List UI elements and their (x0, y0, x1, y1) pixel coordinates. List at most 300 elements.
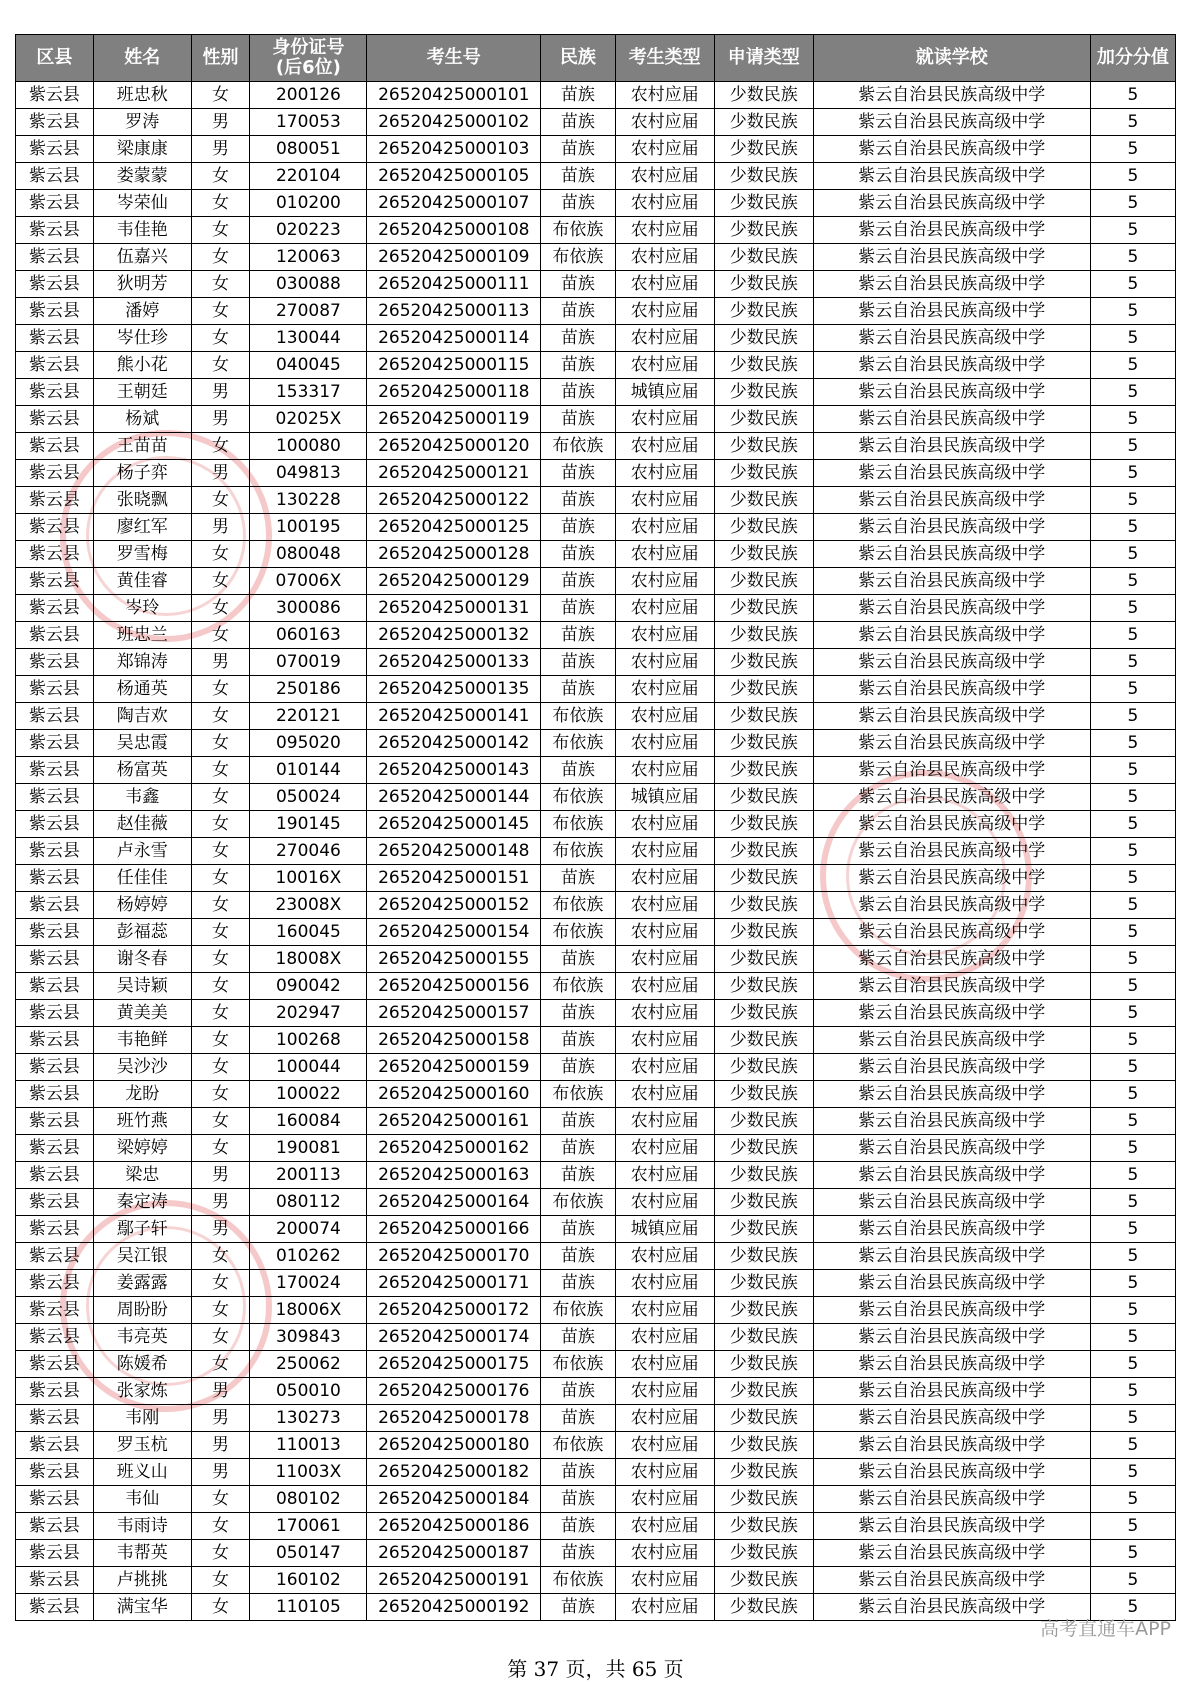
table-row (16, 1513, 1176, 1540)
cell-name: 吴沙沙 (93, 1054, 191, 1081)
table-row (16, 676, 1176, 703)
cell-school: 紫云自治县民族高级中学 (813, 1351, 1090, 1378)
table-row (16, 1000, 1176, 1027)
cell-candidate-type: 农村应届 (615, 163, 714, 190)
cell-ethnicity: 苗族 (541, 1000, 616, 1027)
table-row (16, 1243, 1176, 1270)
cell-school: 紫云自治县民族高级中学 (813, 1459, 1090, 1486)
cell-district: 紫云县 (16, 109, 94, 136)
cell-school: 紫云自治县民族高级中学 (813, 379, 1090, 406)
cell-name: 班忠兰 (93, 622, 191, 649)
table-row (16, 973, 1176, 1000)
cell-gender: 女 (191, 676, 250, 703)
cell-candidate-type: 农村应届 (615, 271, 714, 298)
cell-school: 紫云自治县民族高级中学 (813, 541, 1090, 568)
cell-exam-number: 26520425000111 (367, 271, 541, 298)
cell-candidate-type: 农村应届 (615, 298, 714, 325)
cell-bonus-points: 5 (1090, 244, 1175, 271)
cell-name: 吴江银 (93, 1243, 191, 1270)
cell-gender: 女 (191, 244, 250, 271)
cell-district: 紫云县 (16, 163, 94, 190)
cell-id-suffix: 020223 (250, 217, 367, 244)
cell-school: 紫云自治县民族高级中学 (813, 109, 1090, 136)
cell-exam-number: 26520425000107 (367, 190, 541, 217)
table-row (16, 244, 1176, 271)
cell-id-suffix: 220104 (250, 163, 367, 190)
cell-ethnicity: 苗族 (541, 1405, 616, 1432)
table-row (16, 1324, 1176, 1351)
header-bonus-points: 加分分值 (1090, 35, 1175, 82)
cell-district: 紫云县 (16, 1135, 94, 1162)
cell-school: 紫云自治县民族高级中学 (813, 1243, 1090, 1270)
table-row (16, 811, 1176, 838)
cell-name: 杨通英 (93, 676, 191, 703)
table-row (16, 1351, 1176, 1378)
cell-name: 卢永雪 (93, 838, 191, 865)
cell-name: 潘婷 (93, 298, 191, 325)
cell-district: 紫云县 (16, 190, 94, 217)
cell-candidate-type: 城镇应届 (615, 1216, 714, 1243)
table-row (16, 82, 1176, 109)
cell-ethnicity: 布依族 (541, 244, 616, 271)
cell-ethnicity: 苗族 (541, 325, 616, 352)
cell-ethnicity: 苗族 (541, 379, 616, 406)
cell-school: 紫云自治县民族高级中学 (813, 433, 1090, 460)
cell-district: 紫云县 (16, 244, 94, 271)
cell-id-suffix: 160102 (250, 1567, 367, 1594)
cell-gender: 女 (191, 190, 250, 217)
cell-bonus-points: 5 (1090, 541, 1175, 568)
cell-bonus-points: 5 (1090, 838, 1175, 865)
cell-id-suffix: 18006X (250, 1297, 367, 1324)
cell-school: 紫云自治县民族高级中学 (813, 1567, 1090, 1594)
cell-bonus-points: 5 (1090, 487, 1175, 514)
cell-school: 紫云自治县民族高级中学 (813, 784, 1090, 811)
cell-gender: 男 (191, 1459, 250, 1486)
table-row (16, 1135, 1176, 1162)
cell-application-type: 少数民族 (714, 1270, 813, 1297)
cell-gender: 女 (191, 1108, 250, 1135)
cell-id-suffix: 190145 (250, 811, 367, 838)
app-watermark: 高考直通车APP (1040, 1618, 1171, 1640)
cell-application-type: 少数民族 (714, 1324, 813, 1351)
cell-name: 班忠秋 (93, 82, 191, 109)
cell-id-suffix: 070019 (250, 649, 367, 676)
cell-bonus-points: 5 (1090, 1378, 1175, 1405)
cell-gender: 男 (191, 379, 250, 406)
cell-exam-number: 26520425000131 (367, 595, 541, 622)
cell-application-type: 少数民族 (714, 217, 813, 244)
cell-candidate-type: 农村应届 (615, 838, 714, 865)
cell-bonus-points: 5 (1090, 406, 1175, 433)
cell-district: 紫云县 (16, 838, 94, 865)
cell-school: 紫云自治县民族高级中学 (813, 1216, 1090, 1243)
cell-bonus-points: 5 (1090, 973, 1175, 1000)
cell-application-type: 少数民族 (714, 838, 813, 865)
cell-id-suffix: 130044 (250, 325, 367, 352)
cell-exam-number: 26520425000158 (367, 1027, 541, 1054)
cell-school: 紫云自治县民族高级中学 (813, 298, 1090, 325)
cell-id-suffix: 080102 (250, 1486, 367, 1513)
cell-application-type: 少数民族 (714, 271, 813, 298)
cell-exam-number: 26520425000102 (367, 109, 541, 136)
cell-school: 紫云自治县民族高级中学 (813, 325, 1090, 352)
cell-ethnicity: 苗族 (541, 1054, 616, 1081)
bonus-points-table (15, 34, 1176, 1621)
cell-school: 紫云自治县民族高级中学 (813, 892, 1090, 919)
cell-exam-number: 26520425000120 (367, 433, 541, 460)
cell-name: 韦艳鲜 (93, 1027, 191, 1054)
cell-exam-number: 26520425000108 (367, 217, 541, 244)
cell-application-type: 少数民族 (714, 1135, 813, 1162)
cell-application-type: 少数民族 (714, 379, 813, 406)
cell-application-type: 少数民族 (714, 973, 813, 1000)
cell-exam-number: 26520425000148 (367, 838, 541, 865)
cell-school: 紫云自治县民族高级中学 (813, 1513, 1090, 1540)
cell-bonus-points: 5 (1090, 703, 1175, 730)
cell-gender: 男 (191, 1216, 250, 1243)
cell-candidate-type: 农村应届 (615, 217, 714, 244)
cell-gender: 女 (191, 1486, 250, 1513)
cell-gender: 男 (191, 406, 250, 433)
cell-ethnicity: 布依族 (541, 217, 616, 244)
cell-exam-number: 26520425000175 (367, 1351, 541, 1378)
cell-candidate-type: 农村应届 (615, 919, 714, 946)
cell-application-type: 少数民族 (714, 946, 813, 973)
cell-district: 紫云县 (16, 217, 94, 244)
table-row (16, 460, 1176, 487)
cell-ethnicity: 苗族 (541, 460, 616, 487)
cell-name: 韦刚 (93, 1405, 191, 1432)
cell-school: 紫云自治县民族高级中学 (813, 1297, 1090, 1324)
cell-id-suffix: 130273 (250, 1405, 367, 1432)
cell-candidate-type: 城镇应届 (615, 784, 714, 811)
cell-ethnicity: 布依族 (541, 811, 616, 838)
cell-school: 紫云自治县民族高级中学 (813, 190, 1090, 217)
header-gender: 性别 (191, 35, 250, 82)
cell-application-type: 少数民族 (714, 919, 813, 946)
table-row (16, 1054, 1176, 1081)
cell-application-type: 少数民族 (714, 1486, 813, 1513)
cell-candidate-type: 农村应届 (615, 973, 714, 1000)
cell-candidate-type: 农村应届 (615, 406, 714, 433)
cell-id-suffix: 100080 (250, 433, 367, 460)
table-row (16, 1081, 1176, 1108)
cell-school: 紫云自治县民族高级中学 (813, 271, 1090, 298)
cell-candidate-type: 农村应届 (615, 1432, 714, 1459)
cell-bonus-points: 5 (1090, 298, 1175, 325)
table-row (16, 487, 1176, 514)
cell-exam-number: 26520425000186 (367, 1513, 541, 1540)
table-row (16, 757, 1176, 784)
cell-bonus-points: 5 (1090, 190, 1175, 217)
cell-bonus-points: 5 (1090, 1081, 1175, 1108)
cell-district: 紫云县 (16, 892, 94, 919)
cell-application-type: 少数民族 (714, 1432, 813, 1459)
cell-candidate-type: 农村应届 (615, 946, 714, 973)
cell-application-type: 少数民族 (714, 325, 813, 352)
cell-name: 王朝廷 (93, 379, 191, 406)
cell-gender: 女 (191, 730, 250, 757)
cell-district: 紫云县 (16, 919, 94, 946)
cell-id-suffix: 100044 (250, 1054, 367, 1081)
cell-gender: 男 (191, 1378, 250, 1405)
cell-application-type: 少数民族 (714, 1567, 813, 1594)
cell-school: 紫云自治县民族高级中学 (813, 622, 1090, 649)
cell-district: 紫云县 (16, 1027, 94, 1054)
header-name: 姓名 (93, 35, 191, 82)
cell-exam-number: 26520425000118 (367, 379, 541, 406)
cell-bonus-points: 5 (1090, 919, 1175, 946)
cell-name: 韦鑫 (93, 784, 191, 811)
cell-exam-number: 26520425000156 (367, 973, 541, 1000)
cell-gender: 女 (191, 811, 250, 838)
cell-exam-number: 26520425000155 (367, 946, 541, 973)
table-row (16, 298, 1176, 325)
cell-gender: 男 (191, 649, 250, 676)
cell-candidate-type: 农村应届 (615, 1405, 714, 1432)
table-row (16, 1540, 1176, 1567)
table-row (16, 1459, 1176, 1486)
cell-bonus-points: 5 (1090, 1486, 1175, 1513)
cell-candidate-type: 农村应届 (615, 649, 714, 676)
cell-id-suffix: 170053 (250, 109, 367, 136)
cell-bonus-points: 5 (1090, 82, 1175, 109)
cell-candidate-type: 农村应届 (615, 1135, 714, 1162)
cell-bonus-points: 5 (1090, 271, 1175, 298)
cell-bonus-points: 5 (1090, 595, 1175, 622)
cell-application-type: 少数民族 (714, 487, 813, 514)
cell-candidate-type: 农村应届 (615, 1162, 714, 1189)
cell-ethnicity: 苗族 (541, 1270, 616, 1297)
cell-bonus-points: 5 (1090, 1351, 1175, 1378)
cell-name: 班竹燕 (93, 1108, 191, 1135)
cell-candidate-type: 农村应届 (615, 352, 714, 379)
cell-bonus-points: 5 (1090, 109, 1175, 136)
cell-id-suffix: 309843 (250, 1324, 367, 1351)
cell-district: 紫云县 (16, 865, 94, 892)
cell-gender: 女 (191, 541, 250, 568)
cell-district: 紫云县 (16, 541, 94, 568)
cell-candidate-type: 农村应届 (615, 1351, 714, 1378)
cell-application-type: 少数民族 (714, 190, 813, 217)
cell-gender: 女 (191, 325, 250, 352)
cell-bonus-points: 5 (1090, 163, 1175, 190)
cell-bonus-points: 5 (1090, 460, 1175, 487)
cell-id-suffix: 110105 (250, 1594, 367, 1621)
cell-application-type: 少数民族 (714, 1513, 813, 1540)
table-row (16, 271, 1176, 298)
cell-application-type: 少数民族 (714, 514, 813, 541)
cell-exam-number: 26520425000154 (367, 919, 541, 946)
cell-gender: 女 (191, 1054, 250, 1081)
cell-gender: 女 (191, 1351, 250, 1378)
cell-school: 紫云自治县民族高级中学 (813, 1324, 1090, 1351)
cell-district: 紫云县 (16, 514, 94, 541)
cell-name: 杨斌 (93, 406, 191, 433)
cell-district: 紫云县 (16, 1108, 94, 1135)
cell-id-suffix: 18008X (250, 946, 367, 973)
cell-exam-number: 26520425000192 (367, 1594, 541, 1621)
cell-bonus-points: 5 (1090, 649, 1175, 676)
cell-district: 紫云县 (16, 136, 94, 163)
table-row (16, 865, 1176, 892)
cell-district: 紫云县 (16, 1000, 94, 1027)
cell-name: 吴忠霞 (93, 730, 191, 757)
page-footer: 第 37 页，共 65 页 (507, 1657, 684, 1681)
cell-id-suffix: 050147 (250, 1540, 367, 1567)
cell-name: 罗玉杭 (93, 1432, 191, 1459)
cell-application-type: 少数民族 (714, 460, 813, 487)
cell-district: 紫云县 (16, 1567, 94, 1594)
cell-bonus-points: 5 (1090, 325, 1175, 352)
cell-candidate-type: 农村应届 (615, 82, 714, 109)
cell-school: 紫云自治县民族高级中学 (813, 1486, 1090, 1513)
cell-district: 紫云县 (16, 433, 94, 460)
cell-exam-number: 26520425000115 (367, 352, 541, 379)
header-id-number-line2: (后6位) (275, 57, 341, 78)
cell-candidate-type: 农村应届 (615, 541, 714, 568)
cell-school: 紫云自治县民族高级中学 (813, 514, 1090, 541)
cell-name: 熊小花 (93, 352, 191, 379)
cell-bonus-points: 5 (1090, 1000, 1175, 1027)
table-row (16, 1567, 1176, 1594)
cell-name: 廖红军 (93, 514, 191, 541)
cell-gender: 女 (191, 865, 250, 892)
cell-bonus-points: 5 (1090, 676, 1175, 703)
cell-exam-number: 26520425000171 (367, 1270, 541, 1297)
cell-candidate-type: 农村应届 (615, 1594, 714, 1621)
cell-ethnicity: 苗族 (541, 757, 616, 784)
cell-exam-number: 26520425000128 (367, 541, 541, 568)
cell-candidate-type: 农村应届 (615, 1297, 714, 1324)
cell-district: 紫云县 (16, 271, 94, 298)
cell-district: 紫云县 (16, 757, 94, 784)
cell-ethnicity: 苗族 (541, 163, 616, 190)
cell-district: 紫云县 (16, 811, 94, 838)
cell-application-type: 少数民族 (714, 622, 813, 649)
cell-candidate-type: 农村应届 (615, 1567, 714, 1594)
table-row (16, 784, 1176, 811)
cell-candidate-type: 农村应届 (615, 1081, 714, 1108)
cell-name: 黄佳睿 (93, 568, 191, 595)
cell-school: 紫云自治县民族高级中学 (813, 865, 1090, 892)
cell-name: 谢冬春 (93, 946, 191, 973)
table-row (16, 1270, 1176, 1297)
cell-name: 韦仙 (93, 1486, 191, 1513)
cell-exam-number: 26520425000180 (367, 1432, 541, 1459)
cell-gender: 女 (191, 433, 250, 460)
cell-candidate-type: 农村应届 (615, 1270, 714, 1297)
table-row (16, 1108, 1176, 1135)
cell-ethnicity: 苗族 (541, 541, 616, 568)
cell-id-suffix: 080112 (250, 1189, 367, 1216)
cell-exam-number: 26520425000114 (367, 325, 541, 352)
table-row (16, 649, 1176, 676)
header-exam-number: 考生号 (367, 35, 541, 82)
cell-id-suffix: 030088 (250, 271, 367, 298)
cell-id-suffix: 010262 (250, 1243, 367, 1270)
cell-name: 周盼盼 (93, 1297, 191, 1324)
cell-candidate-type: 农村应届 (615, 1459, 714, 1486)
cell-candidate-type: 农村应届 (615, 190, 714, 217)
cell-application-type: 少数民族 (714, 1162, 813, 1189)
cell-ethnicity: 布依族 (541, 433, 616, 460)
cell-school: 紫云自治县民族高级中学 (813, 1594, 1090, 1621)
table-row (16, 541, 1176, 568)
table-row (16, 379, 1176, 406)
cell-exam-number: 26520425000159 (367, 1054, 541, 1081)
header-school: 就读学校 (813, 35, 1090, 82)
cell-gender: 女 (191, 946, 250, 973)
cell-ethnicity: 苗族 (541, 271, 616, 298)
cell-application-type: 少数民族 (714, 1351, 813, 1378)
cell-id-suffix: 095020 (250, 730, 367, 757)
cell-bonus-points: 5 (1090, 811, 1175, 838)
header-id-number (250, 35, 367, 82)
cell-school: 紫云自治县民族高级中学 (813, 406, 1090, 433)
cell-application-type: 少数民族 (714, 784, 813, 811)
cell-application-type: 少数民族 (714, 1216, 813, 1243)
cell-id-suffix: 270087 (250, 298, 367, 325)
cell-exam-number: 26520425000152 (367, 892, 541, 919)
cell-bonus-points: 5 (1090, 1297, 1175, 1324)
cell-bonus-points: 5 (1090, 1594, 1175, 1621)
cell-gender: 男 (191, 109, 250, 136)
cell-id-suffix: 080051 (250, 136, 367, 163)
cell-ethnicity: 苗族 (541, 1162, 616, 1189)
cell-application-type: 少数民族 (714, 1027, 813, 1054)
cell-name: 梁婷婷 (93, 1135, 191, 1162)
cell-name: 岑玲 (93, 595, 191, 622)
cell-exam-number: 26520425000184 (367, 1486, 541, 1513)
cell-school: 紫云自治县民族高级中学 (813, 460, 1090, 487)
cell-exam-number: 26520425000103 (367, 136, 541, 163)
cell-bonus-points: 5 (1090, 892, 1175, 919)
cell-gender: 女 (191, 595, 250, 622)
cell-exam-number: 26520425000170 (367, 1243, 541, 1270)
cell-gender: 女 (191, 1081, 250, 1108)
cell-district: 紫云县 (16, 1405, 94, 1432)
cell-ethnicity: 苗族 (541, 1324, 616, 1351)
cell-district: 紫云县 (16, 730, 94, 757)
cell-ethnicity: 苗族 (541, 1135, 616, 1162)
cell-bonus-points: 5 (1090, 514, 1175, 541)
cell-bonus-points: 5 (1090, 1243, 1175, 1270)
cell-candidate-type: 农村应届 (615, 622, 714, 649)
cell-district: 紫云县 (16, 1270, 94, 1297)
cell-candidate-type: 农村应届 (615, 514, 714, 541)
cell-district: 紫云县 (16, 973, 94, 1000)
cell-name: 王苗苗 (93, 433, 191, 460)
table-row (16, 325, 1176, 352)
cell-candidate-type: 农村应届 (615, 703, 714, 730)
cell-exam-number: 26520425000163 (367, 1162, 541, 1189)
cell-id-suffix: 190081 (250, 1135, 367, 1162)
cell-candidate-type: 农村应届 (615, 595, 714, 622)
cell-district: 紫云县 (16, 1513, 94, 1540)
table-row (16, 109, 1176, 136)
cell-bonus-points: 5 (1090, 622, 1175, 649)
cell-name: 龙盼 (93, 1081, 191, 1108)
cell-name: 彭福蕊 (93, 919, 191, 946)
cell-application-type: 少数民族 (714, 1189, 813, 1216)
cell-id-suffix: 100022 (250, 1081, 367, 1108)
cell-name: 张家炼 (93, 1378, 191, 1405)
cell-gender: 女 (191, 973, 250, 1000)
cell-district: 紫云县 (16, 325, 94, 352)
cell-district: 紫云县 (16, 1243, 94, 1270)
